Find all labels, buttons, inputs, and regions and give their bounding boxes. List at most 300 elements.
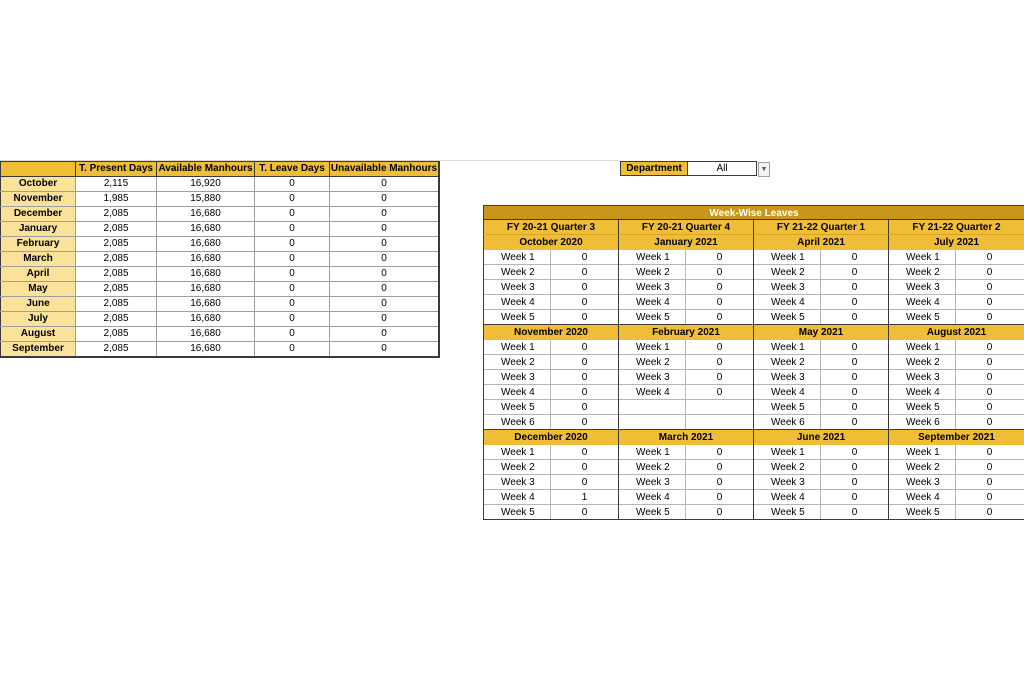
month-header[interactable]: December 2020	[483, 430, 618, 445]
week-value-cell[interactable]: 0	[986, 312, 993, 323]
week-column	[888, 340, 1024, 430]
week-row	[619, 250, 753, 265]
week-value-cell[interactable]: 0	[851, 267, 858, 278]
week-value-cell[interactable]: 0	[581, 252, 588, 263]
week-label-cell[interactable]: Week 6	[889, 415, 956, 429]
week-row	[754, 295, 888, 310]
week-label-cell[interactable]: Week 2	[484, 460, 551, 474]
week-grid	[483, 250, 1024, 325]
summary-row	[1, 207, 440, 222]
week-row	[889, 490, 1024, 505]
week-label-cell[interactable]: Week 5	[889, 505, 956, 519]
summary-month-cell[interactable]: January	[1, 222, 76, 237]
week-row	[889, 310, 1024, 325]
summary-present-days-cell[interactable]: 1,985	[76, 192, 157, 207]
month-header[interactable]: January 2021	[618, 235, 753, 250]
week-row	[754, 280, 888, 295]
week-row	[619, 310, 753, 325]
week-value-cell[interactable]: 0	[851, 297, 858, 308]
quarter-header[interactable]: FY 21-22 Quarter 2	[888, 220, 1024, 235]
week-value-cell[interactable]: 0	[851, 447, 858, 458]
week-label-cell[interactable]: Week 4	[619, 385, 686, 399]
week-row	[484, 460, 618, 475]
quarter-header[interactable]: FY 21-22 Quarter 1	[753, 220, 888, 235]
month-header[interactable]: March 2021	[618, 430, 753, 445]
dropdown-arrow-icon[interactable]: ▼	[758, 162, 770, 177]
week-column	[753, 250, 888, 325]
week-value-cell[interactable]: 0	[851, 282, 858, 293]
week-row	[889, 445, 1024, 460]
summary-unavailable-manhours-cell[interactable]: 0	[330, 222, 440, 237]
month-header[interactable]: April 2021	[753, 235, 888, 250]
week-column	[483, 250, 618, 325]
summary-available-manhours-cell[interactable]: 16,680	[157, 267, 255, 282]
week-value-cell[interactable]: 0	[986, 357, 993, 368]
month-header-row	[483, 430, 1024, 445]
week-label-cell[interactable]: Week 1	[754, 445, 821, 459]
week-value-cell[interactable]: 0	[986, 507, 993, 518]
week-label-cell[interactable]: Week 2	[484, 265, 551, 279]
week-label-cell[interactable]: Week 3	[484, 370, 551, 384]
week-label-cell[interactable]: Week 5	[889, 400, 956, 414]
week-label-cell[interactable]: Week 2	[619, 355, 686, 369]
week-value-cell[interactable]: 0	[581, 402, 588, 413]
week-row	[484, 310, 618, 325]
week-label-cell[interactable]: Week 3	[889, 370, 956, 384]
week-row	[889, 505, 1024, 520]
week-label-cell[interactable]: Week 3	[754, 370, 821, 384]
week-row	[484, 385, 618, 400]
week-value-cell[interactable]: 0	[716, 357, 723, 368]
summary-leave-days-cell[interactable]: 0	[255, 252, 330, 267]
week-value-cell[interactable]: 0	[581, 297, 588, 308]
summary-month-cell[interactable]: August	[1, 327, 76, 342]
week-row	[484, 505, 618, 520]
week-label-cell[interactable]: Week 4	[754, 490, 821, 504]
week-label-cell[interactable]: Week 1	[619, 340, 686, 354]
week-value-cell[interactable]: 0	[581, 282, 588, 293]
week-label-cell[interactable]: Week 1	[484, 250, 551, 264]
week-value-cell[interactable]: 0	[851, 372, 858, 383]
week-value-cell[interactable]: 0	[851, 402, 858, 413]
summary-available-manhours-cell[interactable]: 16,680	[157, 207, 255, 222]
week-row	[754, 460, 888, 475]
week-value-cell[interactable]: 0	[851, 417, 858, 428]
week-label-cell[interactable]: Week 5	[484, 505, 551, 519]
week-label-cell[interactable]: Week 3	[889, 475, 956, 489]
week-value-cell[interactable]: 0	[716, 507, 723, 518]
summary-leave-days-cell[interactable]: 0	[255, 297, 330, 312]
summary-month-cell[interactable]: September	[1, 342, 76, 358]
header-unavailable-manhours[interactable]: Unavailable Manhours	[330, 162, 440, 177]
summary-present-days-cell[interactable]: 2,085	[76, 327, 157, 342]
week-label-cell[interactable]: Week 6	[484, 415, 551, 429]
summary-month-cell[interactable]: May	[1, 282, 76, 297]
week-value-cell[interactable]: 0	[716, 312, 723, 323]
week-row	[484, 445, 618, 460]
summary-present-days-cell[interactable]: 2,085	[76, 312, 157, 327]
week-value-cell[interactable]: 0	[986, 462, 993, 473]
week-label-cell[interactable]: Week 2	[484, 355, 551, 369]
summary-month-cell[interactable]: April	[1, 267, 76, 282]
week-value-cell[interactable]: 0	[581, 312, 588, 323]
summary-present-days-cell[interactable]: 2,085	[76, 237, 157, 252]
summary-leave-days-cell[interactable]: 0	[255, 207, 330, 222]
week-row	[889, 265, 1024, 280]
week-row	[889, 415, 1024, 430]
summary-leave-days-cell[interactable]: 0	[255, 177, 330, 192]
week-grid	[483, 340, 1024, 430]
week-row	[889, 280, 1024, 295]
week-label-cell[interactable]: Week 3	[619, 475, 686, 489]
week-label-cell[interactable]: Week 4	[754, 295, 821, 309]
week-value-cell[interactable]: 0	[986, 282, 993, 293]
summary-available-manhours-cell[interactable]: 16,920	[157, 177, 255, 192]
week-value-cell[interactable]: 0	[986, 252, 993, 263]
summary-month-cell[interactable]: July	[1, 312, 76, 327]
summary-row	[1, 282, 440, 297]
week-column	[483, 445, 618, 520]
week-value-cell[interactable]: 0	[986, 492, 993, 503]
summary-unavailable-manhours-cell[interactable]: 0	[330, 342, 440, 358]
week-row	[889, 250, 1024, 265]
week-value-cell[interactable]: 0	[851, 492, 858, 503]
week-row	[484, 340, 618, 355]
week-row	[619, 355, 753, 370]
month-header[interactable]: May 2021	[753, 325, 888, 340]
week-label-cell[interactable]: Week 5	[484, 310, 551, 324]
summary-available-manhours-cell[interactable]: 16,680	[157, 252, 255, 267]
week-row	[619, 295, 753, 310]
quarter-header[interactable]: FY 20-21 Quarter 4	[618, 220, 753, 235]
week-value-cell[interactable]: 0	[716, 477, 723, 488]
week-value-cell[interactable]: 0	[986, 477, 993, 488]
month-header[interactable]: July 2021	[888, 235, 1024, 250]
week-label-cell[interactable]: Week 4	[889, 490, 956, 504]
week-label-cell[interactable]: Week 3	[484, 475, 551, 489]
week-value-cell[interactable]: 0	[716, 372, 723, 383]
week-label-cell[interactable]: Week 3	[619, 370, 686, 384]
week-value-cell[interactable]: 0	[716, 267, 723, 278]
week-label-cell[interactable]: Week 1	[484, 445, 551, 459]
summary-present-days-cell[interactable]: 2,085	[76, 297, 157, 312]
week-label-cell[interactable]: Week 1	[754, 250, 821, 264]
summary-month-cell[interactable]: March	[1, 252, 76, 267]
week-value-cell[interactable]: 0	[851, 462, 858, 473]
month-header[interactable]: November 2020	[483, 325, 618, 340]
summary-month-cell[interactable]: June	[1, 297, 76, 312]
summary-unavailable-manhours-cell[interactable]: 0	[330, 282, 440, 297]
week-row	[619, 475, 753, 490]
week-value-cell[interactable]: 0	[716, 462, 723, 473]
summary-row	[1, 327, 440, 342]
week-label-cell[interactable]: Week 1	[889, 250, 956, 264]
week-value-cell[interactable]: 0	[581, 477, 588, 488]
header-available-manhours[interactable]: Available Manhours	[157, 162, 255, 177]
week-row	[754, 415, 888, 430]
week-value-cell[interactable]: 0	[986, 372, 993, 383]
week-label-cell[interactable]: Week 3	[619, 280, 686, 294]
week-value-cell[interactable]: 0	[851, 387, 858, 398]
month-header[interactable]: September 2021	[888, 430, 1024, 445]
week-value-cell[interactable]: 0	[581, 507, 588, 518]
week-row	[754, 370, 888, 385]
summary-header-row	[1, 162, 440, 177]
week-value-cell[interactable]: 0	[716, 342, 723, 353]
week-row	[889, 475, 1024, 490]
week-label-cell[interactable]: Week 4	[484, 490, 551, 504]
quarter-header-row	[483, 220, 1024, 235]
week-label-cell[interactable]: Week 5	[754, 505, 821, 519]
summary-row	[1, 342, 440, 358]
month-header[interactable]: August 2021	[888, 325, 1024, 340]
week-column	[888, 250, 1024, 325]
week-row	[484, 265, 618, 280]
week-label-cell[interactable]: Week 1	[889, 445, 956, 459]
week-value-cell[interactable]: 0	[716, 252, 723, 263]
week-label-cell[interactable]: Week 4	[889, 385, 956, 399]
week-row	[754, 490, 888, 505]
week-value-cell[interactable]: 0	[851, 357, 858, 368]
week-label-cell[interactable]: Week 2	[889, 355, 956, 369]
week-label-cell[interactable]: Week 2	[619, 265, 686, 279]
week-column	[483, 340, 618, 430]
week-row	[619, 445, 753, 460]
week-value-cell[interactable]: 0	[716, 447, 723, 458]
summary-available-manhours-cell[interactable]: 16,680	[157, 237, 255, 252]
week-value-cell[interactable]: 0	[581, 267, 588, 278]
summary-leave-days-cell[interactable]: 0	[255, 282, 330, 297]
summary-present-days-cell[interactable]: 2,085	[76, 222, 157, 237]
week-row	[619, 490, 753, 505]
week-row	[484, 490, 618, 505]
week-label-cell[interactable]: Week 1	[484, 340, 551, 354]
week-label-cell[interactable]: Week 2	[889, 265, 956, 279]
week-label-cell[interactable]: Week 2	[754, 460, 821, 474]
week-row	[754, 475, 888, 490]
quarter-header[interactable]: FY 20-21 Quarter 3	[483, 220, 618, 235]
week-row	[484, 475, 618, 490]
week-value-cell[interactable]: 0	[986, 267, 993, 278]
week-row	[754, 310, 888, 325]
week-label-cell[interactable]: Week 6	[754, 415, 821, 429]
week-row	[754, 265, 888, 280]
summary-available-manhours-cell[interactable]: 16,680	[157, 327, 255, 342]
summary-row	[1, 192, 440, 207]
week-value-cell[interactable]: 0	[851, 477, 858, 488]
week-label-cell[interactable]: Week 4	[619, 490, 686, 504]
week-label-cell[interactable]: Week 2	[619, 460, 686, 474]
week-label-cell[interactable]: Week 3	[754, 280, 821, 294]
week-label-cell[interactable]: Week 1	[889, 340, 956, 354]
summary-available-manhours-cell[interactable]: 16,680	[157, 312, 255, 327]
summary-row	[1, 222, 440, 237]
summary-unavailable-manhours-cell[interactable]: 0	[330, 267, 440, 282]
header-corner-cell[interactable]	[1, 162, 76, 177]
week-row	[889, 400, 1024, 415]
summary-leave-days-cell[interactable]: 0	[255, 327, 330, 342]
week-value-cell[interactable]: 0	[986, 387, 993, 398]
summary-unavailable-manhours-cell[interactable]: 0	[330, 192, 440, 207]
week-column	[888, 445, 1024, 520]
week-column	[753, 445, 888, 520]
week-label-cell[interactable]: Week 4	[754, 385, 821, 399]
summary-present-days-cell[interactable]: 2,085	[76, 207, 157, 222]
week-value-cell[interactable]: 0	[986, 342, 993, 353]
week-row	[889, 340, 1024, 355]
summary-month-cell[interactable]: November	[1, 192, 76, 207]
week-value-cell[interactable]: 0	[581, 462, 588, 473]
week-label-cell[interactable]: Week 5	[889, 310, 956, 324]
summary-row	[1, 297, 440, 312]
week-row	[619, 370, 753, 385]
week-label-cell[interactable]	[619, 415, 686, 429]
week-row	[889, 295, 1024, 310]
summary-leave-days-cell[interactable]: 0	[255, 237, 330, 252]
week-label-cell[interactable]: Week 1	[754, 340, 821, 354]
week-column	[618, 445, 753, 520]
summary-available-manhours-cell[interactable]: 16,680	[157, 342, 255, 358]
week-row	[754, 340, 888, 355]
week-value-cell[interactable]: 0	[581, 417, 588, 428]
week-value-cell[interactable]: 0	[581, 387, 588, 398]
week-row	[754, 385, 888, 400]
month-header[interactable]: February 2021	[618, 325, 753, 340]
summary-leave-days-cell[interactable]: 0	[255, 222, 330, 237]
week-value-cell[interactable]: 1	[581, 492, 588, 503]
week-value-cell[interactable]: 0	[716, 387, 723, 398]
week-row	[754, 250, 888, 265]
summary-month-cell[interactable]: February	[1, 237, 76, 252]
summary-unavailable-manhours-cell[interactable]: 0	[330, 207, 440, 222]
summary-unavailable-manhours-cell[interactable]: 0	[330, 312, 440, 327]
week-value-cell[interactable]: 0	[716, 297, 723, 308]
summary-row	[1, 312, 440, 327]
week-row	[619, 460, 753, 475]
month-header[interactable]: October 2020	[483, 235, 618, 250]
summary-available-manhours-cell[interactable]: 16,680	[157, 282, 255, 297]
week-row	[754, 505, 888, 520]
week-label-cell[interactable]: Week 3	[889, 280, 956, 294]
week-value-cell[interactable]: 0	[581, 342, 588, 353]
week-value-cell[interactable]: 0	[581, 372, 588, 383]
week-row	[619, 400, 753, 415]
summary-table	[0, 161, 440, 358]
summary-present-days-cell[interactable]: 2,115	[76, 177, 157, 192]
week-row	[619, 385, 753, 400]
week-label-cell[interactable]: Week 3	[484, 280, 551, 294]
week-value-cell[interactable]	[686, 415, 753, 429]
department-select-value[interactable]: All	[688, 161, 757, 176]
week-row	[484, 400, 618, 415]
summary-present-days-cell[interactable]: 2,085	[76, 282, 157, 297]
week-value-cell[interactable]: 0	[986, 447, 993, 458]
week-value-cell[interactable]	[686, 400, 753, 414]
week-row	[484, 280, 618, 295]
header-present-days[interactable]: T. Present Days	[76, 162, 157, 177]
week-row	[484, 250, 618, 265]
week-label-cell[interactable]: Week 5	[484, 400, 551, 414]
summary-unavailable-manhours-cell[interactable]: 0	[330, 237, 440, 252]
summary-available-manhours-cell[interactable]: 15,880	[157, 192, 255, 207]
week-row	[754, 400, 888, 415]
department-label: Department	[620, 161, 688, 176]
week-row	[484, 370, 618, 385]
week-row	[889, 460, 1024, 475]
week-label-cell[interactable]: Week 5	[619, 310, 686, 324]
summary-leave-days-cell[interactable]: 0	[255, 267, 330, 282]
week-value-cell[interactable]: 0	[716, 282, 723, 293]
week-label-cell[interactable]: Week 1	[619, 445, 686, 459]
week-label-cell[interactable]: Week 5	[619, 505, 686, 519]
summary-leave-days-cell[interactable]: 0	[255, 192, 330, 207]
week-value-cell[interactable]: 0	[851, 312, 858, 323]
month-header-row	[483, 235, 1024, 250]
week-row	[754, 355, 888, 370]
week-value-cell[interactable]: 0	[851, 252, 858, 263]
department-filter	[620, 161, 770, 176]
summary-present-days-cell[interactable]: 2,085	[76, 267, 157, 282]
week-label-cell[interactable]: Week 1	[619, 250, 686, 264]
summary-leave-days-cell[interactable]: 0	[255, 312, 330, 327]
week-value-cell[interactable]: 0	[851, 507, 858, 518]
week-value-cell[interactable]: 0	[986, 402, 993, 413]
summary-present-days-cell[interactable]: 2,085	[76, 252, 157, 267]
week-label-cell[interactable]: Week 5	[754, 310, 821, 324]
week-value-cell[interactable]: 0	[986, 297, 993, 308]
week-label-cell[interactable]: Week 2	[889, 460, 956, 474]
week-value-cell[interactable]: 0	[716, 492, 723, 503]
summary-month-cell[interactable]: October	[1, 177, 76, 192]
summary-unavailable-manhours-cell[interactable]: 0	[330, 297, 440, 312]
summary-month-cell[interactable]: December	[1, 207, 76, 222]
week-value-cell[interactable]: 0	[581, 447, 588, 458]
header-leave-days[interactable]: T. Leave Days	[255, 162, 330, 177]
summary-unavailable-manhours-cell[interactable]: 0	[330, 327, 440, 342]
week-row	[754, 445, 888, 460]
week-value-cell[interactable]: 0	[581, 357, 588, 368]
week-value-cell[interactable]: 0	[851, 342, 858, 353]
summary-present-days-cell[interactable]: 2,085	[76, 342, 157, 358]
week-wise-leaves-section	[483, 205, 1024, 520]
week-label-cell[interactable]: Week 2	[754, 265, 821, 279]
summary-row	[1, 252, 440, 267]
week-row	[619, 280, 753, 295]
summary-unavailable-manhours-cell[interactable]: 0	[330, 252, 440, 267]
month-header[interactable]: June 2021	[753, 430, 888, 445]
summary-leave-days-cell[interactable]: 0	[255, 342, 330, 358]
week-label-cell[interactable]	[619, 400, 686, 414]
week-row	[619, 505, 753, 520]
week-label-cell[interactable]: Week 4	[619, 295, 686, 309]
week-row	[889, 385, 1024, 400]
week-value-cell[interactable]: 0	[986, 417, 993, 428]
week-label-cell[interactable]: Week 4	[484, 295, 551, 309]
week-row	[889, 355, 1024, 370]
week-row	[484, 295, 618, 310]
week-label-cell[interactable]: Week 5	[754, 400, 821, 414]
week-wise-title: Week-Wise Leaves	[483, 205, 1024, 220]
week-column	[618, 340, 753, 430]
summary-available-manhours-cell[interactable]: 16,680	[157, 297, 255, 312]
week-label-cell[interactable]: Week 4	[484, 385, 551, 399]
week-label-cell[interactable]: Week 2	[754, 355, 821, 369]
week-label-cell[interactable]: Week 4	[889, 295, 956, 309]
summary-available-manhours-cell[interactable]: 16,680	[157, 222, 255, 237]
week-label-cell[interactable]: Week 3	[754, 475, 821, 489]
summary-unavailable-manhours-cell[interactable]: 0	[330, 177, 440, 192]
summary-row	[1, 177, 440, 192]
